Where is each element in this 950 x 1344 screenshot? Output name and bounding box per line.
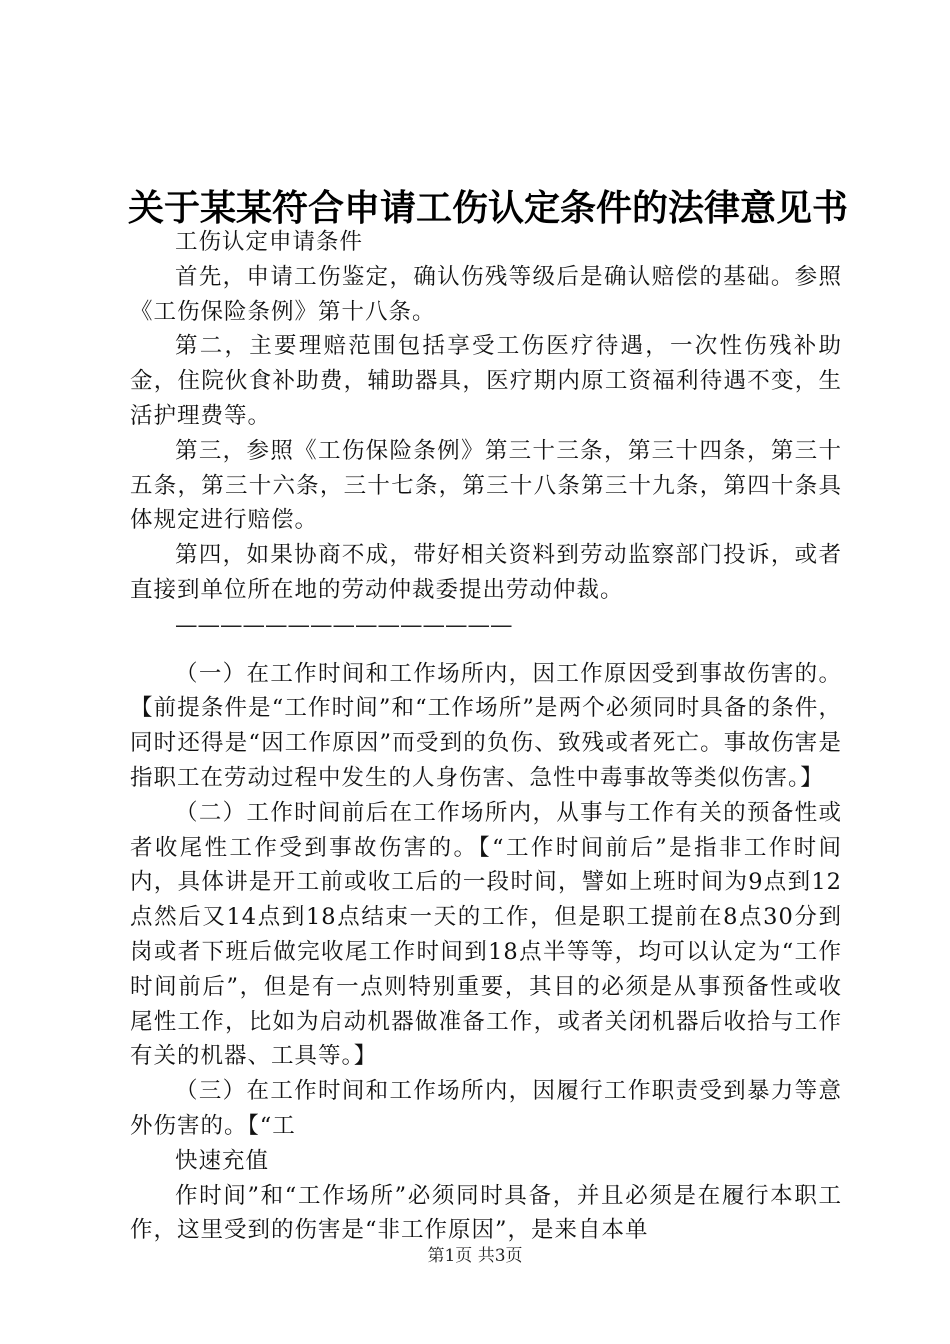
paragraph-heading: 工伤认定申请条件 bbox=[175, 229, 364, 255]
document-body bbox=[130, 225, 842, 1248]
divider-line: ——————————————— bbox=[175, 611, 513, 638]
document-title: 关于某某符合申请工伤认定条件的法律意见书 bbox=[128, 188, 849, 229]
paragraph-first: 首先，申请工伤鉴定，确认伤残等级后是确认赔偿的基础。参照《工伤保险条例》第十八条。 bbox=[130, 263, 842, 325]
paragraph-item-2: （二）工作时间前后在工作场所内，从事与工作有关的预备性或者收尾性工作受到事故伤害的。【“工作时间前后”是指非工作时间内，具体讲是开工前或收工后的一段时间，譬如上班时间为9点到12点然后又14点到18点结束一天的工作，但是职工提前在8点30分到岗或者下班后做完收尾工作时间到18点半等等，均可以认定为“工作时间前后”，但是有一点则特别重要，其目的必须是从事预备性或收尾性工作，比如为启动机器做准备工作，或者关闭机器后收拾与工作有关的机器、工具等。】 bbox=[130, 799, 842, 1070]
spacer bbox=[130, 643, 842, 657]
paragraph-second: 第二，主要理赔范围包括享受工伤医疗待遇，一次性伤残补助金，住院伙食补助费，辅助器具，医疗期内原工资福利待遇不变，生活护理费等。 bbox=[130, 333, 842, 429]
paragraph-third: 第三，参照《工伤保险条例》第三十三条，第三十四条，第三十五条，第三十六条，三十七条，第三十八条第三十九条，第四十条具体规定进行赔偿。 bbox=[130, 437, 842, 534]
page-footer: 第1页 共3页 bbox=[427, 1246, 523, 1266]
paragraph-item-1: （一）在工作时间和工作场所内，因工作原因受到事故伤害的。【前提条件是“工作时间”和“工作场所”是两个必须同时具备的条件，同时还得是“因工作原因”而受到的负伤、致残或者死亡。事故伤害是指职工在劳动过程中发生的人身伤害、急性中毒事故等类似伤害。】 bbox=[130, 660, 842, 791]
paragraph-fourth: 第四，如果协商不成，带好相关资料到劳动监察部门投诉，或者直接到单位所在地的劳动仲裁委提出劳动仲裁。 bbox=[130, 542, 842, 603]
paragraph-continued: 作时间”和“工作场所”必须同时具备，并且必须是在履行本职工作，这里受到的伤害是“非工作原因”，是来自本单 bbox=[130, 1182, 842, 1244]
paragraph-quick-recharge: 快速充值 bbox=[175, 1147, 270, 1174]
paragraph-item-3: （三）在工作时间和工作场所内，因履行工作职责受到暴力等意外伤害的。【“工 bbox=[130, 1078, 842, 1139]
